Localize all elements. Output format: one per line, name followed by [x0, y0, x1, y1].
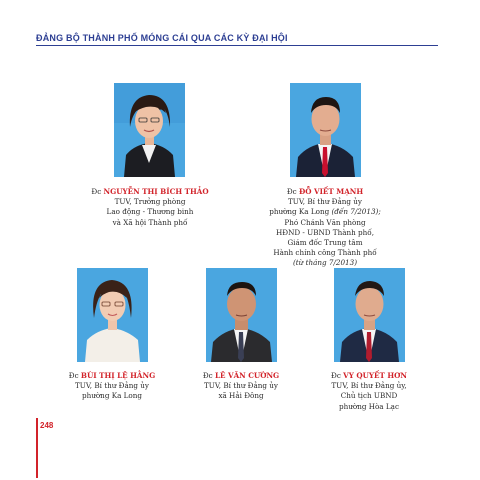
person-role-line: Lao động - Thương binh [106, 207, 194, 217]
person-role-line: TUV, Bí thư Đảng ủy [288, 197, 362, 207]
person-card-vy-quyet-hon [304, 371, 434, 412]
person-name: NGUYỄN THỊ BÍCH THẢO [103, 187, 209, 196]
person-role-line: Chủ tịch UBND [340, 391, 398, 401]
person-role-line [250, 207, 400, 217]
person-role-line: TUV, Bí thư Đảng ủy [204, 381, 278, 391]
person-role-line: và Xã hội Thành phố [112, 217, 188, 227]
person-role-line: Hành chính công Thành phố [273, 248, 377, 258]
person-role-line: TUV, Bí thư Đảng ủy [75, 381, 149, 391]
person-role-line: Phó Chánh Văn phòng [284, 217, 366, 227]
portrait-photo-bui-thi-le-hang [77, 268, 148, 362]
person-name-line [47, 371, 177, 381]
page-header-title: ĐẢNG BỘ THÀNH PHỐ MÓNG CÁI QUA CÁC KỲ ĐẠI HỘI [36, 33, 288, 43]
person-card-nguyen-thi-bich-thao [80, 187, 220, 228]
person-role-line: phường Hòa Lạc [339, 401, 399, 411]
person-name: LÊ VĂN CƯỜNG [214, 371, 280, 380]
person-role-line: phường Ka Long [82, 391, 142, 401]
page-number-accent-bar [36, 418, 38, 478]
person-role-text: phường Ka Long [269, 207, 330, 217]
title-prefix: Đc [68, 371, 79, 380]
person-name: BÙI THỊ LỆ HẰNG [80, 371, 156, 380]
person-role-line: TUV, Bí thư Đảng ủy, [331, 381, 407, 391]
person-role-line: HĐND - UBND Thành phố, [276, 227, 374, 237]
title-prefix: Đc [91, 187, 102, 196]
person-card-le-van-cuong [176, 371, 306, 402]
portrait-photo-do-viet-manh [290, 83, 361, 177]
person-name-line [304, 371, 434, 381]
person-name-line [176, 371, 306, 381]
person-name: ĐỖ VIẾT MẠNH [298, 187, 364, 196]
person-role-line: xã Hải Đông [218, 391, 264, 401]
person-name-line [80, 187, 220, 197]
header-divider [36, 45, 438, 46]
title-prefix: Đc [202, 371, 213, 380]
person-role-line: Giám đốc Trung tâm [287, 238, 363, 248]
portrait-photo-vy-quyet-hon [334, 268, 405, 362]
person-term-note: (từ tháng 7/2013) [292, 258, 357, 268]
title-prefix: Đc [331, 371, 341, 380]
portrait-photo-nguyen-thi-bich-thao [114, 83, 185, 177]
page-number: 248 [40, 421, 54, 430]
person-card-do-viet-manh [250, 187, 400, 269]
person-name: VY QUYẾT HƠN [343, 371, 407, 380]
title-prefix: Đc [286, 187, 297, 196]
person-name-line [250, 187, 400, 197]
person-card-bui-thi-le-hang [47, 371, 177, 402]
portrait-photo-le-van-cuong [206, 268, 277, 362]
person-term-note: (đến 7/2013); [331, 207, 381, 217]
person-role-line: TUV, Trưởng phòng [114, 197, 186, 207]
